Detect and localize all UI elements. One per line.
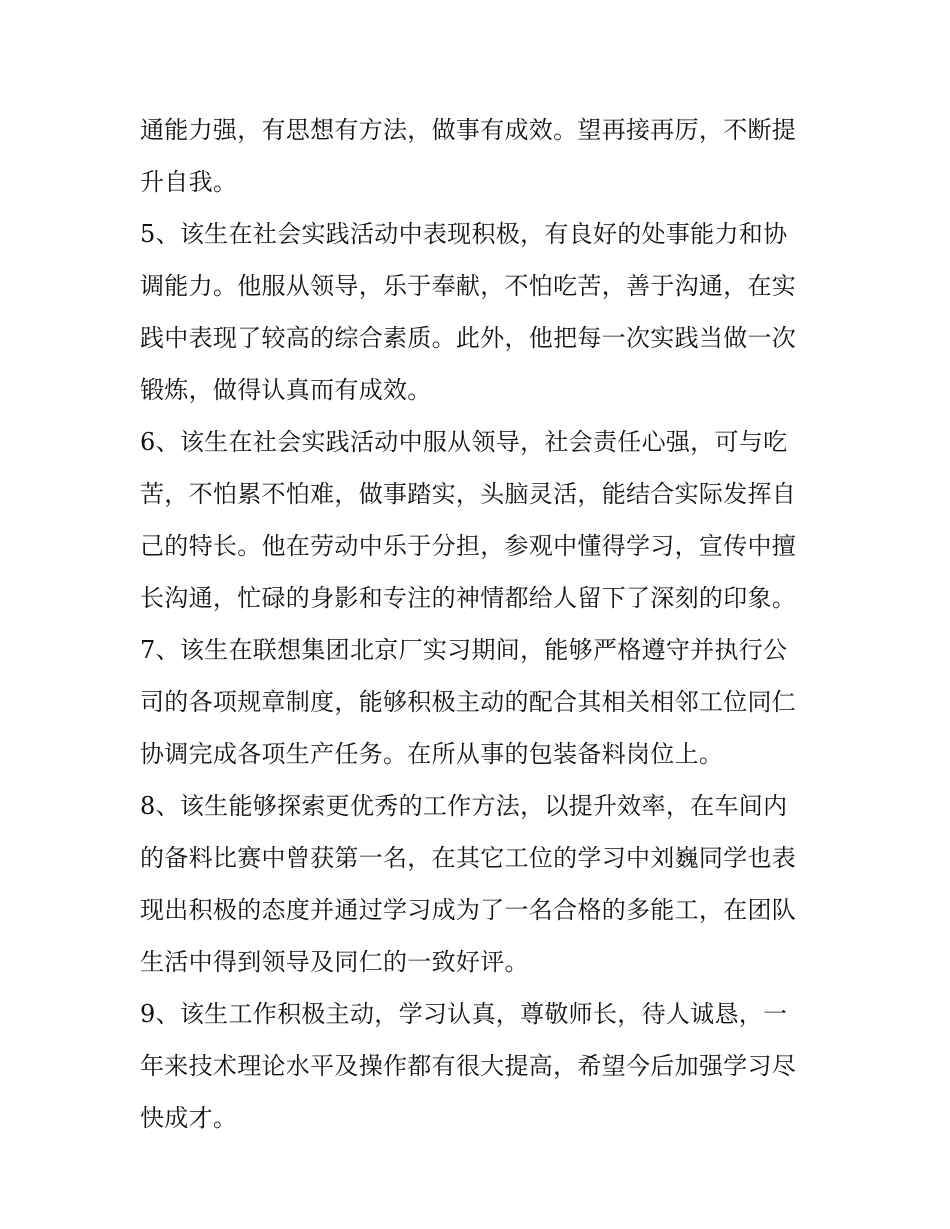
text-line: 生活中得到领导及同仁的一致好评。 [140,948,529,976]
text-line: 调能力。他服从领导，乐于奉献，不怕吃苦，善于沟通，在实 [140,272,797,300]
text-line: 9、该生工作积极主动，学习认真，尊敬师长，待人诚恳，一 [140,1000,788,1028]
document-body [140,104,816,1144]
text-line: 司的各项规章制度，能够积极主动的配合其相关相邻工位同仁 [140,688,797,716]
text-line: 5、该生在社会实践活动中表现积极，有良好的处事能力和协 [140,220,788,248]
text-line: 己的特长。他在劳动中乐于分担，参观中懂得学习，宣传中擅 [140,532,797,560]
text-line: 8、该生能够探索更优秀的工作方法，以提升效率，在车间内 [140,792,788,820]
text-line: 协调完成各项生产任务。在所从事的包装备料岗位上。 [140,740,724,768]
text-line: 苦，不怕累不怕难，做事踏实，头脑灵活，能结合实际发挥自 [140,480,797,508]
text-line: 现出积极的态度并通过学习成为了一名合格的多能工，在团队 [140,896,797,924]
text-line: 践中表现了较高的综合素质。此外，他把每一次实践当做一次 [140,324,797,352]
text-line: 锻炼，做得认真而有成效。 [140,376,432,404]
text-line: 长沟通，忙碌的身影和专注的神情都给人留下了深刻的印象。 [140,584,797,612]
text-line: 年来技术理论水平及操作都有很大提高，希望今后加强学习尽 [140,1052,797,1080]
text-line: 升自我。 [140,168,238,196]
text-line: 快成才。 [140,1104,238,1132]
text-line: 6、该生在社会实践活动中服从领导，社会责任心强，可与吃 [140,428,788,456]
text-line: 7、该生在联想集团北京厂实习期间，能够严格遵守并执行公 [140,636,788,664]
text-line: 通能力强，有思想有方法，做事有成效。望再接再厉，不断提 [140,116,797,144]
text-line: 的备料比赛中曾获第一名，在其它工位的学习中刘巍同学也表 [140,844,797,872]
